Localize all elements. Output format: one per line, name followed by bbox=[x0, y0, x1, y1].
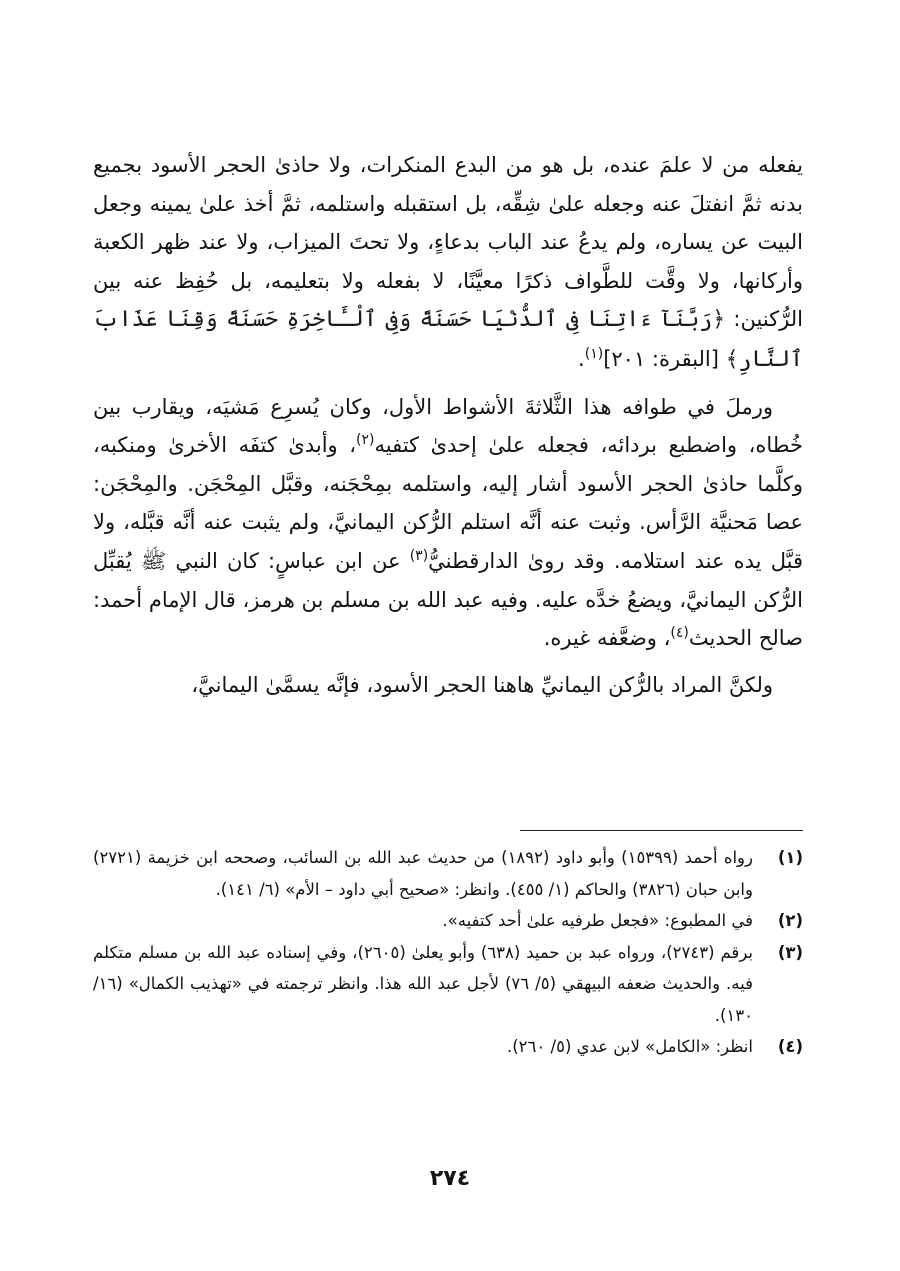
footnote-number: (٢) bbox=[777, 911, 803, 930]
footnote-number: (٣) bbox=[777, 942, 803, 962]
paragraph-2-part-4: ، وضعَّفه غيره. bbox=[543, 626, 671, 651]
footnote-ref-2[interactable]: (٢) bbox=[356, 432, 375, 449]
footnote-number: (٤) bbox=[777, 1037, 803, 1056]
footnote-separator bbox=[520, 830, 803, 831]
footnote-text: انظر: «الكامل» لابن عدي (٥/ ٢٦٠). bbox=[506, 1037, 753, 1056]
paragraph-1-text: يفعله من لا علمَ عنده، بل هو من البدع المنكرات، ولا حاذىٰ الحجر الأسود بجميع بدنه ثمَّ انفتلَ عنه وجعله علىٰ شِقِّه، بل استقبله واستلمه، ثمَّ أخذ علىٰ يمينه وجعل البيت عن يساره، ولم يدعُ عند الباب بدعاءٍ، ولا تحتَ الميزاب، ولا عند ظهر الكعبة وأركانها، ولا وقَّت للطَّواف ذكرًا معيَّنًا، لا بفعله ولا بتعليمه، بل حُفِظ عنه بين الرُّكنين: bbox=[93, 153, 803, 332]
footnote-text: برقم (٢٧٤٣)، ورواه عبد بن حميد (٦٣٨) وأبو يعلىٰ (٢٦٠٥)، وفي إسناده عبد الله بن مسلم متكلم فيه. والحديث ضعفه البيهقي (٥/ ٧٦) لأجل عبد الله هذا. وانظر ترجمته في «تهذيب الكمال» (١٦/ ١٣٠). bbox=[93, 942, 754, 1025]
footnote-2 bbox=[93, 905, 803, 937]
quran-verse: ﴿رَبَّنَآ ءَاتِنَا فِى ٱلدُّنْيَا حَسَنَةً وَفِى ٱلْـَٔاخِرَةِ حَسَنَةً وَقِنَا عَذَابَ ٱلنَّارِ﴾ bbox=[93, 307, 803, 372]
footnote-text: في المطبوع: «فجعل طرفيه علىٰ أحد كتفيه». bbox=[442, 911, 753, 930]
page-number: ٢٧٤ bbox=[429, 1166, 471, 1191]
paragraph-2-part-1: ورملَ في طوافه هذا الثَّلاثةَ الأشواط الأول، وكان يُسرِع مَشيَه، ويقارب بين خُطاه، واضطبع بردائه، فجعله علىٰ إحدىٰ كتفيه bbox=[93, 394, 803, 458]
footnote-ref-1[interactable]: (١) bbox=[584, 345, 604, 362]
footnote-ref-4[interactable]: (٤) bbox=[670, 625, 689, 642]
footnote-ref-3[interactable]: (٣) bbox=[409, 547, 429, 564]
footnote-1 bbox=[93, 842, 803, 905]
paragraph-2 bbox=[93, 388, 803, 658]
paragraph-2-part-2: ، وأبدىٰ كتفَه الأخرىٰ ومنكبه، وكلَّما حاذىٰ الحجر الأسود أشار إليه، واستلمه بمِحْجَنه، وقبَّل المِحْجَن. والمِحْجَن: عصا مَحنيَّة الرَّأس. وثبت عنه أنَّه استلم الرُّكن اليمانيَّ، ولم يثبت عنه أنَّه قبَّله، ولا قبَّل يده عند استلامه. وقد روىٰ الدارقطنيُّ bbox=[93, 433, 803, 573]
footnote-number: (١) bbox=[777, 848, 803, 867]
footnotes bbox=[93, 842, 803, 1063]
footnote-4 bbox=[93, 1031, 803, 1063]
main-text bbox=[93, 146, 803, 712]
footnote-text: رواه أحمد (١٥٣٩٩) وأبو داود (١٨٩٢) من حديث عبد الله بن السائب، وصححه ابن خزيمة (٢٧٢١) وابن حبان (٣٨٢٦) والحاكم (١/ ٤٥٥). وانظر: «صحيح أبي داود – الأم» (٦/ ١٤١). bbox=[93, 848, 753, 899]
paragraph-1-end: . bbox=[578, 346, 585, 371]
paragraph-1 bbox=[93, 146, 803, 380]
paragraph-3: ولكنَّ المراد بالرُّكن اليمانيِّ هاهنا الحجر الأسود، فإنَّه يسمَّىٰ اليمانيَّ، bbox=[191, 672, 773, 697]
footnote-3 bbox=[93, 937, 803, 1032]
quran-citation: [البقرة: ٢٠١] bbox=[603, 346, 719, 371]
paragraph-2-part-3: عن ابن عباسٍ: كان النبي ﷺ يُقبِّل الرُّكن اليمانيَّ، ويضعُ خدَّه عليه. وفيه عبد الله بن مسلم بن هرمز، قال الإمام أحمد: صالح الحديث bbox=[93, 548, 803, 651]
